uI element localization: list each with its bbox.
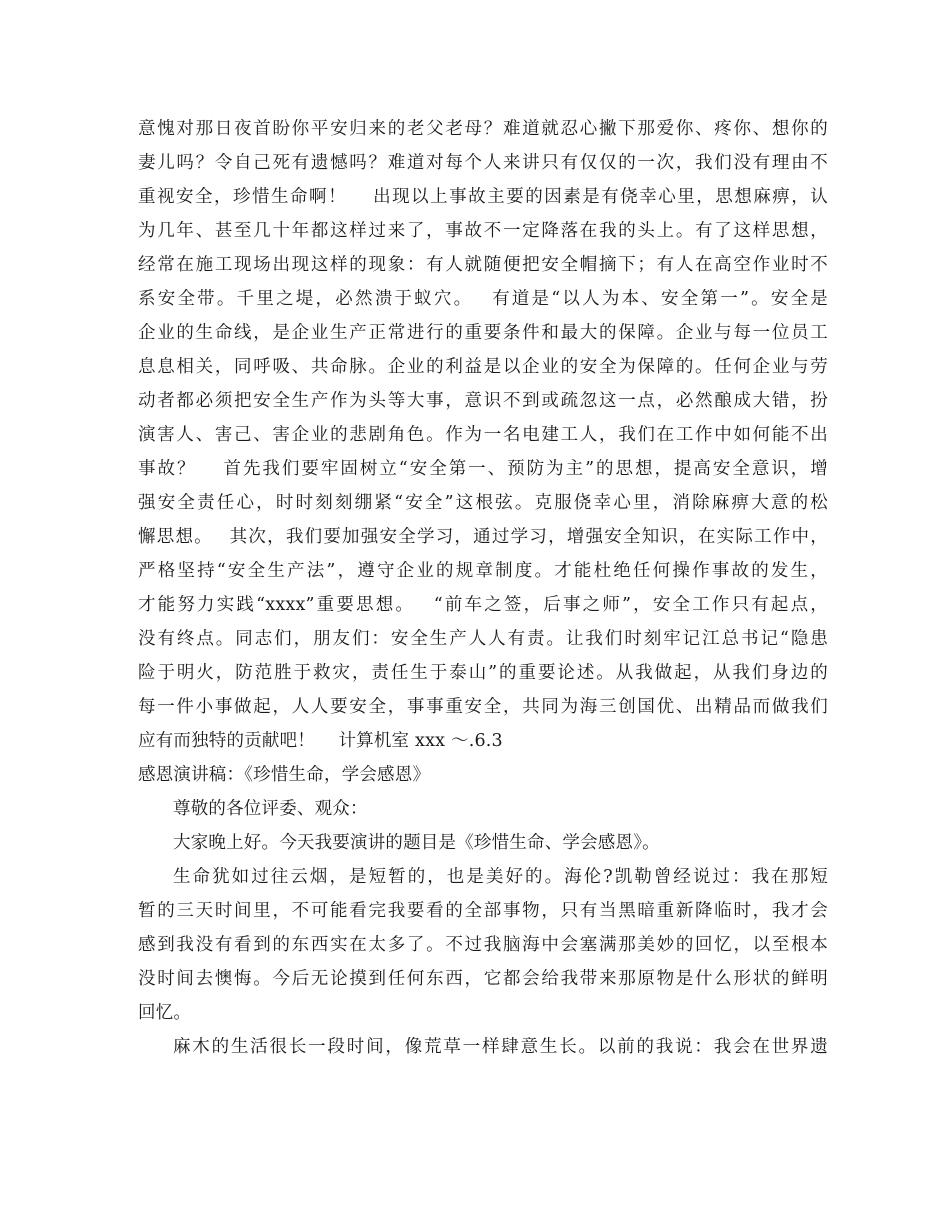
text-line: 为几年、甚至几十年都这样过来了，事故不一定降落在我的头上。有了这样思想， <box>138 221 828 241</box>
text-line: 经常在施工现场出现这样的现象：有人就随便把安全帽摘下；有人在高空作业时不 <box>138 255 828 275</box>
text-line: 强安全责任心，时时刻刻绷紧“安全”这根弦。克服侥幸心里，消除麻痹大意的松 <box>138 493 828 513</box>
text-line: 回忆。 <box>138 1003 192 1023</box>
text-line: 事故？ 首先我们要牢固树立“安全第一、预防为主”的思想，提高安全意识，增 <box>138 459 828 479</box>
document-body <box>138 112 828 1064</box>
text-line: 意愧对那日夜首盼你平安归来的老父老母？难道就忍心撇下那爱你、疼你、想你的 <box>138 119 828 139</box>
text-line: 麻木的生活很长一段时间，像荒草一样肆意生长。以前的我说：我会在世界遗 <box>173 1037 828 1057</box>
text-line: 系安全带。千里之堤，必然溃于蚁穴。 有道是“以人为本、安全第一”。安全是 <box>138 289 828 309</box>
text-line: 动者都必须把安全生产作为头等大事，意识不到或疏忽这一点，必然酿成大错，扮 <box>138 391 828 411</box>
text-line: 演害人、害己、害企业的悲剧角色。作为一名电建工人，我们在工作中如何能不出 <box>138 425 828 445</box>
text-line: 感到我没有看到的东西实在太多了。不过我脑海中会塞满那美妙的回忆，以至根本 <box>138 935 828 955</box>
text-line: 重视安全，珍惜生命啊！ 出现以上事故主要的因素是有侥幸心里，思想麻痹，认 <box>138 187 828 207</box>
text-line: 懈思想。 其次，我们要加强安全学习，通过学习，增强安全知识，在实际工作中， <box>138 527 828 547</box>
text-line: 才能努力实践“xxxx”重要思想。 “前车之签，后事之师”，安全工作只有起点， <box>138 595 828 615</box>
text-line: 息息相关，同呼吸、共命脉。企业的利益是以企业的安全为保障的。任何企业与劳 <box>138 357 828 377</box>
text-line: 妻儿吗？令自己死有遗憾吗？难道对每个人来讲只有仅仅的一次，我们没有理由不 <box>138 153 828 173</box>
section-title: 感恩演讲稿：《珍惜生命，学会感恩》 <box>138 765 431 785</box>
text-line: 险于明火，防范胜于救灾，责任生于泰山”的重要论述。从我做起，从我们身边的 <box>138 663 828 683</box>
text-line: 没有终点。同志们，朋友们：安全生产人人有责。让我们时刻牢记江总书记“隐患 <box>138 629 828 649</box>
text-line: 严格坚持“安全生产法”，遵守企业的规章制度。才能杜绝任何操作事故的发生， <box>138 561 828 581</box>
text-line: 没时间去懊悔。今后无论摸到任何东西，它都会给我带来那原物是什么形状的鲜明 <box>138 969 828 989</box>
text-line: 暂的三天时间里，不可能看完我要看的全部事物，只有当黑暗重新降临时，我才会 <box>138 901 828 921</box>
text-line: 企业的生命线，是企业生产正常进行的重要条件和最大的保障。企业与每一位员工 <box>138 323 828 343</box>
salutation: 尊敬的各位评委、观众： <box>173 799 368 819</box>
text-line: 每一件小事做起，人人要安全，事事重安全，共同为海三创国优、出精品而做我们 <box>138 697 828 717</box>
text-line: 生命犹如过往云烟，是短暂的，也是美好的。海伦?凯勒曾经说过：我在那短 <box>173 867 828 887</box>
signature-line: 应有而独特的贡献吧！ 计算机室 xxx ～.6.3 <box>138 731 503 751</box>
greeting-line: 大家晚上好。今天我要演讲的题目是《珍惜生命、学会感恩》。 <box>173 833 660 853</box>
